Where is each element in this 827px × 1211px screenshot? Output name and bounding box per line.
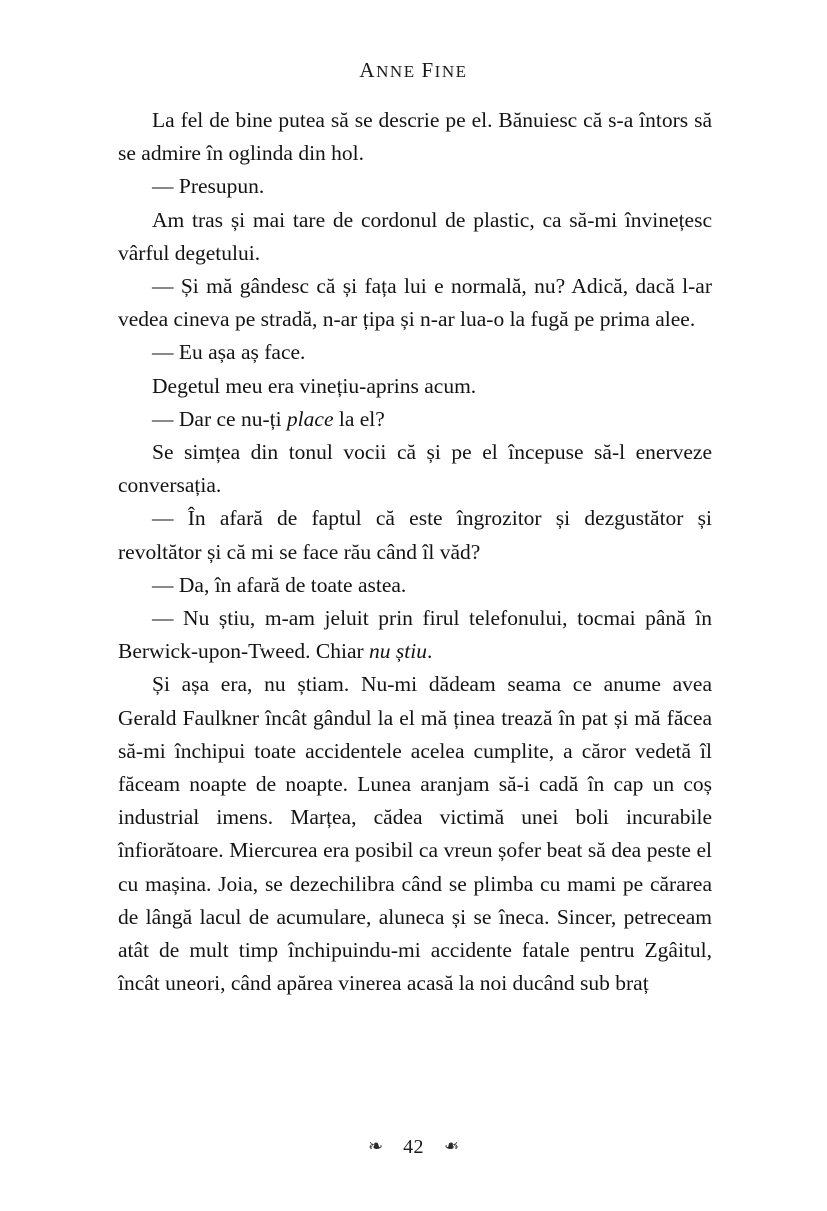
paragraph: — Și mă gândesc că și fața lui e normală, nu? Adică, dacă l-ar vedea cineva pe stradă, n-ar țipa și n-ar lua-o la fugă pe prima alee. <box>118 274 712 332</box>
paragraph: Se simțea din tonul vocii că și pe el începuse să-l enerveze conversația. <box>118 440 712 498</box>
paragraph: — În afară de faptul că este îngrozitor și dezgustător și revoltător și că mi se face rău când îl văd? <box>118 506 712 564</box>
page-folio <box>0 1136 827 1159</box>
paragraph: La fel de bine putea să se descrie pe el. Bănuiesc că s-a întors să se admire în oglinda din hol. <box>118 108 712 166</box>
ornament-icon: ❧ <box>443 1136 459 1156</box>
running-head <box>0 58 827 83</box>
paragraph: — Eu așa aș face. <box>152 340 306 365</box>
paragraph: — Da, în afară de toate astea. <box>152 572 407 597</box>
paragraph: — Presupun. <box>152 174 265 199</box>
paragraph: — Nu știu, m-am jeluit prin firul telefonului, tocmai până în Berwick-upon-Tweed. Chiar nu știu. <box>118 606 712 664</box>
page-number: 42 <box>403 1136 424 1158</box>
paragraph: — Dar ce nu-ți place la el? <box>152 406 385 431</box>
page-body <box>118 104 712 1000</box>
paragraph: Și așa era, nu știam. Nu-mi dădeam seama ce anume avea Gerald Faulkner încât gândul la el mă ținea trează în pat și mă făcea să-mi închipui toate accidentele acelea cumplite, a căror vedetă îl făceam noapte de noapte. Lunea aranjam să-i cadă în cap un coș industrial imens. Marțea, cădea victimă unei boli incurabile înfiorătoare. Miercurea era posibil ca vreun șofer beat să dea peste el cu mașina. Joia, se dezechilibra când se plimba cu mami pe cărarea de lângă lacul de acumulare, aluneca și se îneca. Sincer, petreceam atât de mult timp închipuindu-mi accidente fatale pentru Zgâitul, încât uneori, când apărea vinerea acasă la noi ducând sub braț <box>118 672 712 996</box>
ornament-icon: ❧ <box>368 1136 384 1156</box>
running-head-text: ANNE FINE <box>359 58 468 82</box>
paragraph: Am tras și mai tare de cordonul de plastic, ca să-mi învinețesc vârful degetului. <box>118 207 712 265</box>
paragraph: Degetul meu era vinețiu-aprins acum. <box>152 373 477 398</box>
